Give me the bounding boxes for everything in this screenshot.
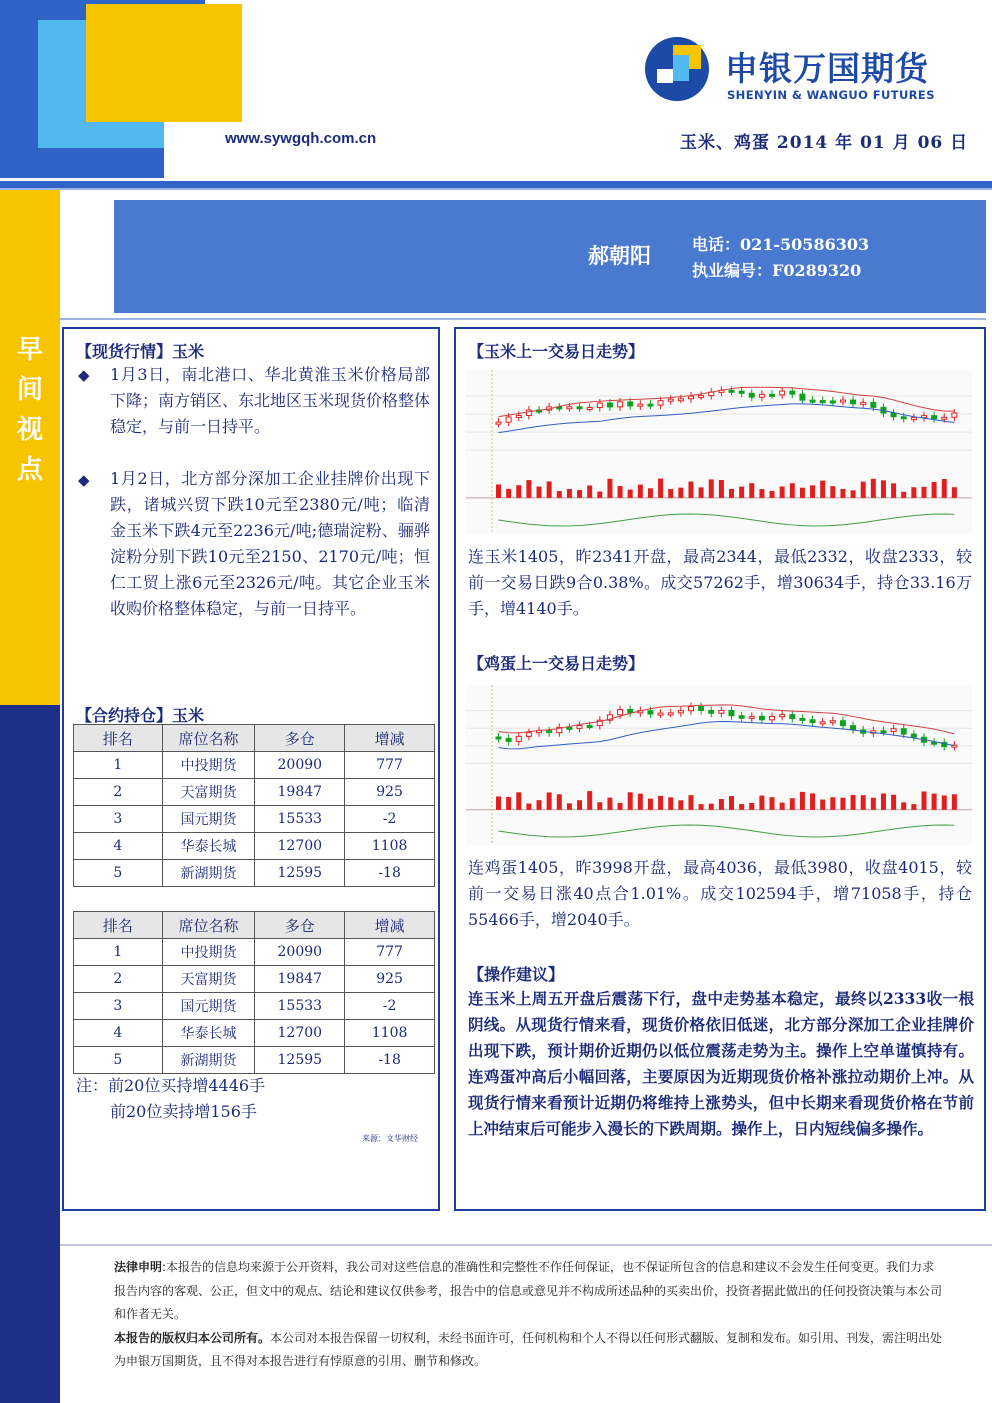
candle-body — [688, 707, 693, 711]
volume-bar — [648, 488, 653, 498]
volume-bar — [688, 482, 693, 498]
cell: 新湖期货 — [162, 1047, 255, 1074]
candle-body — [911, 418, 916, 420]
candle-body — [739, 716, 744, 719]
volume-bar — [567, 489, 572, 498]
candle-body — [851, 726, 856, 730]
table-row — [74, 860, 435, 887]
cell: 新湖期货 — [162, 860, 255, 887]
volume-bar — [901, 492, 906, 498]
candle-body — [597, 403, 602, 407]
volume-bar — [891, 483, 896, 498]
cell: 国元期货 — [162, 806, 255, 833]
cell: 15533 — [255, 993, 345, 1020]
table-row — [74, 779, 435, 806]
volume-bar — [891, 795, 896, 810]
indicator-line — [499, 514, 955, 526]
candle-body — [668, 399, 673, 401]
author-phone: 电话：021-50586303 — [692, 235, 870, 254]
volume-bar — [881, 480, 886, 498]
cell: 15533 — [255, 806, 345, 833]
cell: 中投期货 — [162, 939, 255, 966]
cell: 5 — [74, 860, 163, 887]
volume-bar — [577, 800, 582, 810]
candle-body — [729, 390, 734, 392]
volume-bar — [597, 491, 602, 497]
volume-bar — [699, 487, 704, 498]
volume-bar — [780, 487, 785, 498]
logo-icon — [643, 35, 711, 103]
candle-body — [790, 715, 795, 719]
table-row — [74, 1020, 435, 1047]
website-link[interactable]: www.sywgqh.com.cn — [225, 130, 377, 147]
candle-body — [577, 726, 582, 729]
cell: 华泰长城 — [162, 1020, 255, 1047]
volume-bar — [942, 479, 947, 498]
table-header-row — [74, 912, 435, 939]
candle-body — [861, 402, 866, 404]
candle-body — [749, 716, 754, 718]
candle-body — [699, 707, 704, 711]
candle-body — [678, 711, 683, 713]
holdings-note-1: 注：前20位买持增4446手 — [76, 1076, 266, 1095]
candle-body — [810, 400, 815, 402]
diamond-bullet-icon: ◆ — [78, 366, 90, 384]
col-seat: 席位名称 — [162, 912, 255, 939]
volume-bar — [516, 792, 521, 810]
cell: 925 — [345, 966, 435, 993]
sidebar-label — [12, 330, 48, 490]
candle-body — [891, 729, 896, 732]
cell: 1 — [74, 752, 163, 779]
table-row — [74, 1047, 435, 1074]
sidebar-navy — [0, 705, 60, 1403]
volume-bar — [618, 803, 623, 810]
volume-bar — [820, 481, 825, 498]
corn-chart-title: 【玉米上一交易日走势】 — [468, 342, 645, 361]
volume-bar — [871, 798, 876, 810]
footer-divider — [60, 1244, 992, 1246]
corn-description: 连玉米1405，昨2341开盘，最高2344，最低2332，收盘2333，较前一交易日跌9合0.38%。成交57262手，增30634手，持仓33.16万手，增4140手。 — [468, 547, 972, 618]
candle-body — [729, 710, 734, 715]
candle-body — [547, 731, 552, 733]
table-row — [74, 966, 435, 993]
cell: 19847 — [255, 779, 345, 806]
volume-bar — [851, 795, 856, 810]
volume-bar — [719, 799, 724, 810]
candle-body — [770, 717, 775, 720]
col-seat: 席位名称 — [162, 725, 255, 752]
cell: 12595 — [255, 860, 345, 887]
volume-bar — [840, 489, 845, 498]
volume-bar — [810, 485, 815, 498]
candle-body — [628, 710, 633, 713]
col-rank: 排名 — [74, 912, 163, 939]
volume-bar — [729, 796, 734, 810]
volume-bar — [759, 489, 764, 498]
cell: 12700 — [255, 833, 345, 860]
candle-body — [658, 713, 663, 715]
volume-bar — [921, 791, 926, 809]
cell: -2 — [345, 806, 435, 833]
candle-body — [820, 401, 825, 403]
cell: 5 — [74, 1047, 163, 1074]
table-row — [74, 833, 435, 860]
table-row — [74, 752, 435, 779]
sidebar-char: 点 — [16, 455, 43, 485]
cell: 777 — [345, 939, 435, 966]
volume-bar — [526, 480, 531, 498]
table-header-row — [74, 725, 435, 752]
candle-body — [881, 731, 886, 733]
holdings-section-title: 【合约持仓】玉米 — [76, 706, 205, 725]
candle-body — [749, 393, 754, 397]
moving-average-line — [499, 722, 955, 749]
volume-bar — [770, 491, 775, 498]
volume-bar — [557, 491, 562, 498]
volume-bar — [567, 803, 572, 809]
table-row — [74, 993, 435, 1020]
candle-body — [638, 404, 643, 406]
indicator-line — [499, 825, 955, 837]
volume-bar — [506, 489, 511, 498]
candle-body — [678, 399, 683, 401]
candle-body — [567, 727, 572, 729]
volume-bar — [759, 796, 764, 810]
volume-bar — [719, 480, 724, 498]
volume-bar — [901, 802, 906, 809]
holdings-table-2 — [73, 911, 435, 1074]
spot-section-title: 【现货行情】玉米 — [76, 342, 205, 361]
col-short: 多仓 — [255, 912, 345, 939]
cell: 20090 — [255, 939, 345, 966]
sidebar-char: 早 — [16, 335, 43, 365]
candle-body — [810, 720, 815, 723]
holdings-table-1 — [73, 724, 435, 887]
candle-body — [942, 417, 947, 419]
cell: 19847 — [255, 966, 345, 993]
volume-bar — [952, 487, 957, 498]
candle-body — [618, 402, 623, 407]
candle-body — [830, 721, 835, 723]
volume-bar — [547, 792, 552, 809]
diamond-bullet-icon: ◆ — [78, 471, 90, 489]
candle-body — [800, 394, 805, 400]
egg-chart-title: 【鸡蛋上一交易日走势】 — [468, 654, 645, 673]
cell: 1108 — [345, 833, 435, 860]
candle-body — [901, 729, 906, 734]
volume-bar — [678, 800, 683, 810]
volume-bar — [506, 797, 511, 810]
candle-body — [840, 721, 845, 726]
volume-bar — [516, 485, 521, 498]
cell: 1 — [74, 939, 163, 966]
cell: 20090 — [255, 752, 345, 779]
candle-body — [587, 407, 592, 409]
cell: -2 — [345, 993, 435, 1020]
candle-body — [739, 391, 744, 393]
candle-body — [607, 403, 612, 407]
volume-bar — [820, 800, 825, 810]
header-divider — [0, 181, 992, 188]
cell: 4 — [74, 833, 163, 860]
cell: 2 — [74, 966, 163, 993]
candle-body — [770, 394, 775, 396]
candle-body — [932, 416, 937, 419]
candle-body — [871, 402, 876, 407]
col-rank: 排名 — [74, 725, 163, 752]
volume-bar — [587, 485, 592, 497]
candle-body — [800, 718, 805, 720]
candle-body — [709, 710, 714, 713]
volume-bar — [648, 799, 653, 810]
candle-body — [952, 413, 957, 417]
banner-divider — [60, 318, 986, 320]
volume-bar — [668, 489, 673, 498]
volume-bar — [638, 794, 643, 810]
volume-bar — [577, 490, 582, 498]
corn-candlestick-chart — [466, 370, 972, 534]
volume-bar — [597, 802, 602, 810]
volume-bar — [749, 803, 754, 810]
volume-bar — [658, 479, 663, 498]
col-change: 增减 — [345, 725, 435, 752]
author-license: 执业编号：F0289320 — [692, 261, 862, 280]
volume-bar — [800, 792, 805, 810]
cell: 中投期货 — [162, 752, 255, 779]
volume-bar — [861, 795, 866, 810]
candle-body — [780, 391, 785, 395]
legal-label: 法律申明 — [114, 1260, 163, 1274]
candle-body — [506, 738, 511, 741]
candle-body — [658, 401, 663, 405]
candle-body — [648, 404, 653, 406]
candle-body — [911, 734, 916, 737]
candle-body — [719, 710, 724, 713]
volume-bar — [587, 791, 592, 810]
volume-bar — [830, 486, 835, 498]
volume-bar — [932, 482, 937, 498]
egg-description: 连鸡蛋1405，昨3998开盘，最高4036，最低3980，收盘4015，较前一交易日涨40点合1.01%。成交102594手，增71058手，持仓55466手，增2040手。 — [468, 858, 972, 929]
col-long: 多仓 — [255, 725, 345, 752]
volume-bar — [709, 804, 714, 810]
company-logo — [643, 35, 943, 105]
cell: 925 — [345, 779, 435, 806]
volume-bar — [668, 797, 673, 809]
legal-text: :本报告的信息均来源于公开资料，我公司对这些信息的准确性和完整性不作任何保证，也不保证所包含的信息和建议不会发生任何变更。我们力求报告内容的客观、公正，但文中的观点、结论和建议仅供参考，报告中的信息或意见并不构成所述品种的买卖出价，投资者据此做出的任何投资决策与本公司和作者无关。 — [114, 1260, 943, 1321]
cell: 1108 — [345, 1020, 435, 1047]
candle-body — [921, 416, 926, 418]
spot-paragraph-1: 1月3日，南北港口、华北黄淮玉米价格局部下降；南方销区、东北地区玉米现货价格整体稳定，与前一日持平。 — [110, 365, 431, 436]
cell: 4 — [74, 1020, 163, 1047]
volume-bar — [749, 483, 754, 498]
volume-bar — [537, 800, 542, 810]
volume-bar — [952, 794, 957, 809]
document-title: 玉米、鸡蛋 2014 年 01 月 06 日 — [680, 133, 969, 153]
candle-body — [506, 417, 511, 422]
candle-body — [759, 716, 764, 719]
volume-bar — [496, 484, 501, 497]
author-name: 郝朝阳 — [588, 243, 651, 268]
cell: -18 — [345, 860, 435, 887]
copyright-label: 本报告的版权归本公司所有。 — [114, 1330, 271, 1345]
volume-bar — [830, 797, 835, 810]
candle-body — [496, 737, 501, 739]
volume-bar — [628, 490, 633, 498]
logo-english-name: SHENYIN & WANGUO FUTURES — [727, 88, 935, 102]
candle-body — [759, 394, 764, 397]
spot-paragraph-2: 1月2日，北方部分深加工企业挂牌价出现下跌，诸城兴贸下跌10元至2380元/吨；临清金玉米下跌4元至2236元/吨;德瑞淀粉、骊骅淀粉分别下跌10元至2150、2170元/吨；恒仁工贸上涨6元至2326元/吨。其它企业玉米收购价格整体稳定，与前一日持平。 — [110, 469, 430, 618]
advice-text: 连玉米上周五开盘后震荡下行，盘中走势基本稳定，最终以2333收一根阴线。从现货行情来看，现货价格依旧低迷，北方部分深加工企业挂牌价出现下跌，预计期价近期仍以低位震荡走势为主。操作上空单谨慎持有。连鸡蛋冲高后小幅回落，主要原因为近期现货价格补涨拉动期价上冲。从现货行情来看预计近期仍将维持上涨势头，但中长期来看现货价格在节前上冲结束后可能步入漫长的下跌周期。操作上，日内短线偏多操作。 — [468, 989, 974, 1138]
volume-bar — [739, 804, 744, 810]
volume-bar — [638, 485, 643, 498]
candle-body — [830, 401, 835, 403]
candle-body — [688, 396, 693, 399]
volume-bar — [932, 794, 937, 810]
candle-body — [618, 710, 623, 715]
candle-body — [516, 416, 521, 418]
data-source: 来源：文华财经 — [362, 1134, 418, 1143]
candle-body — [820, 722, 825, 724]
volume-bar — [911, 804, 916, 810]
copyright-text: 本公司对本报告保留一切权利，未经书面许可，任何机构和个人不得以任何形式翻版、复制和发布。如引用、刊发，需注明出处为申银万国期货，且不得对本报告进行有悖原意的引用、删节和修改。 — [114, 1330, 943, 1368]
volume-bar — [496, 796, 501, 809]
volume-bar — [790, 798, 795, 810]
candle-body — [851, 400, 856, 404]
sidebar-char: 视 — [16, 415, 43, 445]
candle-body — [780, 715, 785, 717]
volume-bar — [871, 479, 876, 498]
logo-chinese-name: 申银万国期货 — [725, 49, 929, 88]
volume-bar — [790, 483, 795, 498]
cell: 天富期货 — [162, 966, 255, 993]
table-row — [74, 939, 435, 966]
volume-bar — [840, 798, 845, 810]
cell: 天富期货 — [162, 779, 255, 806]
holdings-note-2: 前20位卖持增156手 — [110, 1102, 257, 1121]
header-divider-light — [0, 188, 992, 190]
volume-bar — [607, 479, 612, 498]
table-row — [74, 806, 435, 833]
candle-body — [840, 400, 845, 402]
egg-candlestick-chart — [466, 685, 972, 845]
advice-title: 【操作建议】 — [468, 965, 565, 984]
volume-bar — [911, 487, 916, 498]
volume-bar — [709, 479, 714, 497]
volume-bar — [658, 796, 663, 810]
volume-bar — [628, 792, 633, 810]
volume-bar — [688, 795, 693, 810]
col-change: 增减 — [345, 912, 435, 939]
volume-bar — [810, 793, 815, 809]
cell: 3 — [74, 993, 163, 1020]
candle-body — [587, 726, 592, 728]
volume-bar — [770, 797, 775, 810]
candle-body — [790, 391, 795, 394]
volume-bar — [526, 804, 531, 810]
volume-bar — [678, 488, 683, 498]
volume-bar — [729, 489, 734, 498]
cell: 777 — [345, 752, 435, 779]
candle-body — [567, 407, 572, 409]
legal-disclaimer — [114, 1256, 944, 1374]
cell: 3 — [74, 806, 163, 833]
header-decoration-yellow — [86, 4, 242, 122]
cell: 12700 — [255, 1020, 345, 1047]
volume-bar — [780, 803, 785, 810]
candle-body — [526, 410, 531, 415]
sidebar-char: 间 — [16, 375, 43, 405]
volume-bar — [851, 490, 856, 498]
volume-bar — [921, 487, 926, 498]
volume-bar — [861, 482, 866, 498]
candle-body — [526, 733, 531, 737]
cell: 华泰长城 — [162, 833, 255, 860]
candle-body — [628, 402, 633, 406]
candle-body — [668, 713, 673, 715]
candle-body — [577, 407, 582, 409]
cell: 12595 — [255, 1047, 345, 1074]
candle-body — [648, 711, 653, 714]
volume-bar — [942, 795, 947, 809]
candle-body — [901, 417, 906, 419]
candle-body — [891, 413, 896, 417]
cell: 2 — [74, 779, 163, 806]
candle-body — [516, 736, 521, 741]
volume-bar — [607, 798, 612, 810]
candle-body — [496, 422, 501, 424]
volume-bar — [557, 794, 562, 810]
volume-bar — [537, 487, 542, 498]
volume-bar — [739, 487, 744, 498]
volume-bar — [881, 794, 886, 810]
volume-bar — [547, 481, 552, 498]
cell: 国元期货 — [162, 993, 255, 1020]
volume-bar — [618, 486, 623, 498]
candle-body — [699, 396, 704, 398]
volume-bar — [699, 804, 704, 810]
author-banner — [114, 200, 986, 313]
candle-body — [932, 742, 937, 744]
volume-bar — [800, 488, 805, 498]
cell: -18 — [345, 1047, 435, 1074]
